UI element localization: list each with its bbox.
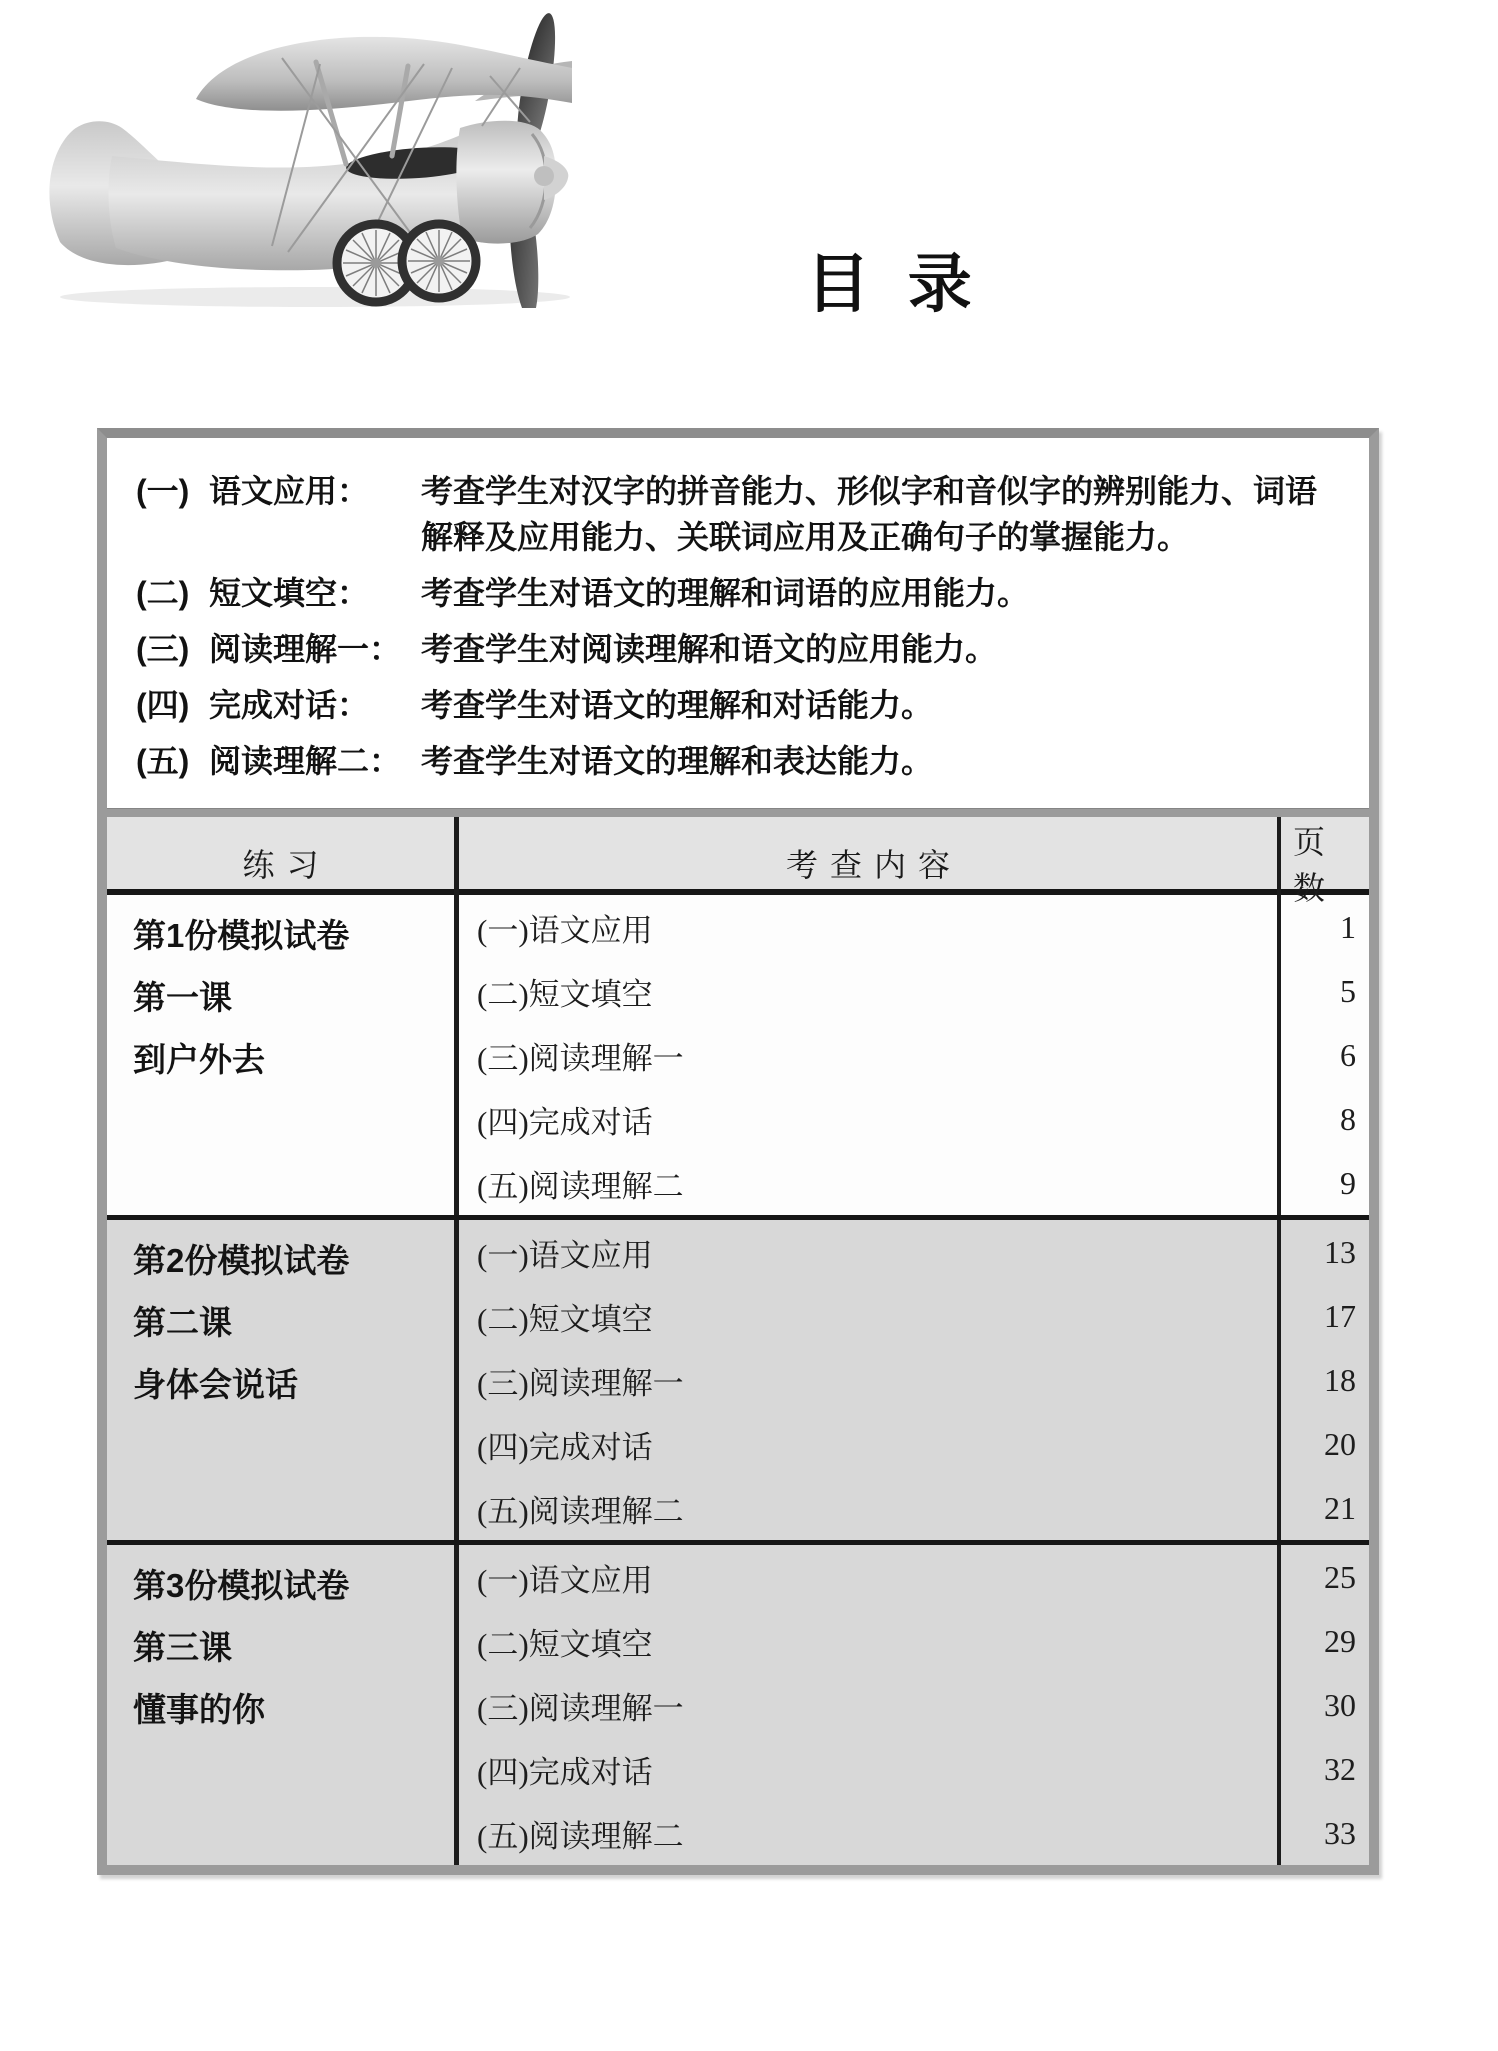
page-number: 1	[1340, 908, 1356, 945]
column-header-exercise: 练习	[107, 817, 459, 909]
content-row: (三)阅读理解一	[477, 1365, 684, 1401]
intro-item-4	[136, 682, 1349, 728]
content-row: (二)短文填空	[477, 976, 653, 1012]
intro-item-desc: 考查学生对语文的理解和对话能力。	[421, 687, 934, 723]
content-row: (三)阅读理解一	[477, 1690, 684, 1726]
intro-item-label: 阅读理解一：	[209, 631, 402, 667]
page-number: 17	[1324, 1297, 1356, 1334]
intro-item-label: 语文应用：	[209, 473, 370, 509]
group-title-cell	[107, 1545, 459, 1865]
group-title-line: 第三课	[133, 1629, 232, 1666]
page-number: 33	[1324, 1814, 1356, 1851]
intro-item-label: 阅读理解二：	[209, 743, 402, 779]
content-row: (一)语文应用	[477, 1562, 653, 1598]
page-number: 21	[1324, 1489, 1356, 1526]
group-title-line: 懂事的你	[133, 1691, 265, 1728]
content-row: (四)完成对话	[477, 1104, 653, 1140]
intro-item-number: (五)	[136, 743, 190, 779]
page-number: 30	[1324, 1686, 1356, 1723]
content-row: (二)短文填空	[477, 1301, 653, 1337]
group-page-cell	[1281, 895, 1369, 1215]
intro-item-desc: 考查学生对阅读理解和语文的应用能力。	[421, 631, 998, 667]
intro-item-desc: 考查学生对语文的理解和表达能力。	[421, 743, 934, 779]
table-header-row	[107, 817, 1369, 906]
group-title-line: 身体会说话	[133, 1366, 298, 1403]
intro-item-desc: 考查学生对语文的理解和词语的应用能力。	[421, 575, 1030, 611]
page-number: 18	[1324, 1361, 1356, 1398]
page-number: 29	[1324, 1622, 1356, 1659]
group-page-cell	[1281, 1545, 1369, 1865]
page-number: 8	[1340, 1100, 1356, 1137]
group-title-line: 第一课	[133, 979, 232, 1016]
content-row: (四)完成对话	[477, 1754, 653, 1790]
intro-item-label: 完成对话：	[209, 687, 370, 723]
page-title: 目 录	[806, 248, 974, 320]
table-group-1	[107, 895, 1369, 1215]
content-box	[97, 428, 1379, 1875]
intro-item-desc: 考查学生对汉字的拼音能力、形似字和音似字的辨别能力、词语解释及应用能力、关联词应用及正确句子的掌握能力。	[421, 473, 1318, 555]
content-row: (五)阅读理解二	[477, 1168, 684, 1204]
page-number: 13	[1324, 1233, 1356, 1270]
column-header-page: 页数	[1293, 824, 1338, 906]
group-content-cell	[459, 895, 1281, 1215]
group-title-line: 到户外去	[133, 1041, 265, 1078]
intro-item-3	[136, 626, 1349, 672]
page-number: 25	[1324, 1558, 1356, 1595]
group-title-line: 第1份模拟试卷	[133, 917, 350, 954]
content-row: (四)完成对话	[477, 1429, 653, 1465]
intro-item-number: (四)	[136, 687, 190, 723]
page-number: 9	[1340, 1164, 1356, 1201]
section-divider	[107, 808, 1369, 817]
content-row: (二)短文填空	[477, 1626, 653, 1662]
page-number: 20	[1324, 1425, 1356, 1462]
group-title-cell	[107, 895, 459, 1215]
table-group-2	[107, 1215, 1369, 1540]
content-row: (一)语文应用	[477, 912, 653, 948]
toy-biplane-icon	[20, 6, 572, 308]
page-number: 32	[1324, 1750, 1356, 1787]
group-title-cell	[107, 1220, 459, 1540]
group-page-cell	[1281, 1220, 1369, 1540]
intro-item-number: (三)	[136, 631, 190, 667]
content-row: (五)阅读理解二	[477, 1818, 684, 1854]
content-row: (三)阅读理解一	[477, 1040, 684, 1076]
content-row: (一)语文应用	[477, 1237, 653, 1273]
intro-item-label: 短文填空：	[209, 575, 370, 611]
biplane-illustration	[20, 6, 572, 308]
page-number: 5	[1340, 972, 1356, 1009]
intro-item-5	[136, 738, 1349, 784]
intro-section	[107, 438, 1369, 808]
intro-item-number: (二)	[136, 575, 190, 611]
group-content-cell	[459, 1220, 1281, 1540]
group-title-line: 第3份模拟试卷	[133, 1567, 350, 1604]
content-row: (五)阅读理解二	[477, 1493, 684, 1529]
intro-item-2	[136, 570, 1349, 616]
page-number: 6	[1340, 1036, 1356, 1073]
intro-item-1	[136, 468, 1349, 560]
intro-item-number: (一)	[136, 473, 190, 509]
column-header-content: 考查内容	[459, 817, 1281, 909]
table-group-3	[107, 1540, 1369, 1865]
group-title-line: 第2份模拟试卷	[133, 1242, 350, 1279]
group-title-line: 第二课	[133, 1304, 232, 1341]
group-content-cell	[459, 1545, 1281, 1865]
